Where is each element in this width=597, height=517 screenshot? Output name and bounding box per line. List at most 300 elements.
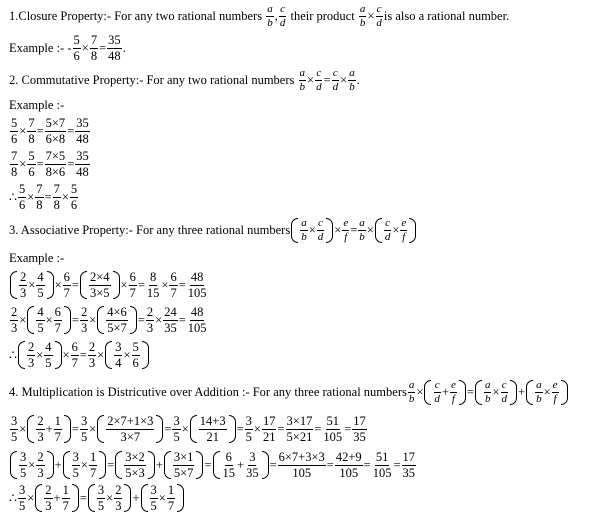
fraction: [10, 150, 18, 178]
fraction: [359, 4, 367, 29]
fraction-denominator: 3×7: [120, 429, 141, 444]
fraction-numerator: 3×17: [286, 414, 313, 428]
operator-sign: =: [236, 421, 244, 436]
fraction: [18, 183, 26, 211]
left-paren: [526, 380, 533, 405]
fraction: [262, 415, 277, 443]
fraction-denominator: 6: [70, 197, 78, 212]
fraction-denominator: 6: [132, 355, 139, 370]
fraction: [63, 271, 71, 299]
fraction-numerator: 3: [150, 483, 157, 497]
operator-sign: ×: [161, 277, 169, 292]
operator-sign: +: [155, 457, 163, 472]
right-paren: [64, 306, 71, 334]
fraction-numerator: 5: [11, 116, 18, 130]
operator-sign: +: [45, 421, 53, 436]
fraction: [317, 218, 325, 243]
operator-sign: ×: [158, 490, 166, 505]
fraction-denominator: 3: [20, 285, 27, 300]
fraction: [358, 218, 366, 243]
fraction-numerator: 5×7: [45, 116, 66, 130]
fraction-denominator: 5: [245, 429, 252, 444]
distributive-row-2: [9, 451, 417, 479]
left-paren: [291, 218, 298, 243]
operator-sign: ×: [89, 312, 97, 327]
fraction: [44, 484, 52, 512]
fraction-denominator: b: [349, 81, 355, 93]
fraction: [75, 117, 90, 145]
operator-sign: =: [71, 421, 79, 436]
right-paren: [229, 415, 236, 443]
operator-sign: =: [99, 40, 107, 55]
fraction-denominator: 105: [339, 465, 359, 480]
operator-sign: =: [204, 457, 212, 472]
fraction-numerator: c: [376, 3, 382, 15]
fraction-denominator: d: [332, 81, 339, 93]
fraction: [73, 34, 81, 62]
operator-sign: ×: [97, 347, 105, 362]
fraction-denominator: 3: [37, 429, 44, 444]
left-paren: [18, 341, 25, 369]
fraction-numerator: 7: [36, 182, 43, 196]
fraction: [70, 183, 78, 211]
fraction: [484, 380, 492, 405]
fraction-numerator: 3: [18, 483, 26, 497]
left-paren: [213, 451, 220, 479]
fraction: [352, 415, 367, 443]
operator-sign: =: [350, 223, 358, 237]
operator-sign: ×: [27, 490, 35, 505]
fraction-numerator: 17: [262, 414, 276, 428]
left-paren: [35, 484, 42, 512]
heading-text: 4. Multiplication is Districutive over Addition :- For any three rational numbers: [9, 385, 407, 399]
fraction-denominator: 5×21: [286, 429, 313, 444]
fraction-numerator: 42+9: [335, 450, 362, 464]
fraction-numerator: 3: [97, 483, 105, 497]
operator-sign: ×: [340, 73, 348, 87]
fraction: [146, 306, 154, 334]
fraction: [10, 415, 18, 443]
commutative-heading: [9, 68, 360, 93]
operator-sign: ×: [89, 421, 97, 436]
operator-sign: ×: [80, 457, 88, 472]
operator-sign: =: [71, 277, 79, 292]
operator-sign: ×: [155, 312, 163, 327]
fraction: [36, 451, 44, 479]
fraction-denominator: 35: [402, 465, 416, 480]
commutative-conclusion: [9, 183, 79, 211]
right-paren: [148, 451, 155, 479]
fraction: [245, 415, 253, 443]
left-paren: [80, 271, 87, 299]
fraction-numerator: a: [299, 67, 305, 79]
fraction-numerator: 14+3: [199, 414, 226, 428]
right-paren: [459, 380, 466, 405]
operator-sign: +: [54, 457, 62, 472]
fraction-denominator: 105: [372, 465, 392, 480]
left-paren: [164, 451, 171, 479]
fraction-numerator: a: [267, 3, 273, 15]
distributive-row-1: [9, 415, 368, 443]
parenthesized-group: [62, 451, 108, 479]
operator-sign: =: [79, 347, 87, 362]
parenthesized-group: [9, 271, 55, 299]
fraction-numerator: 2: [20, 270, 27, 284]
operator-sign: =: [466, 385, 474, 399]
fraction: [27, 117, 35, 145]
operator-sign: ×: [106, 490, 114, 505]
operator-sign: ×: [36, 347, 44, 362]
parenthesized-group: [290, 218, 334, 243]
operator-sign: ×: [120, 277, 128, 292]
fraction-numerator: 6: [63, 270, 70, 284]
closure-example: [9, 34, 126, 62]
operator-sign: =: [137, 277, 145, 292]
fraction: [10, 117, 18, 145]
associative-row-1: [9, 271, 209, 299]
fraction-denominator: 3: [80, 320, 88, 335]
fraction-denominator: b: [484, 393, 491, 405]
operator-sign: =: [326, 457, 334, 472]
fraction: [44, 341, 52, 369]
fraction-denominator: 6: [73, 48, 80, 63]
operator-sign: ×: [367, 9, 375, 23]
fraction: [89, 451, 97, 479]
fraction-denominator: 5×3: [125, 465, 145, 480]
fraction-numerator: 35: [76, 149, 89, 163]
fraction-denominator: 5: [37, 320, 44, 335]
right-paren: [510, 380, 517, 405]
fraction: [279, 4, 287, 29]
operator-sign: ×: [28, 277, 36, 292]
left-paren: [475, 380, 482, 405]
fraction: [36, 306, 44, 334]
operator-sign: ×: [253, 421, 261, 436]
operator-sign: =: [363, 457, 371, 472]
parenthesized-group: [525, 380, 568, 405]
heading-text: Example :-: [9, 251, 65, 265]
fraction: [36, 415, 44, 443]
operator-sign: ×: [307, 73, 315, 87]
commutative-row-2: [9, 150, 91, 178]
fraction-denominator: 7: [167, 498, 175, 513]
fraction: [114, 341, 122, 369]
parenthesized-group: [423, 380, 466, 405]
operator-sign: =: [269, 457, 277, 472]
fraction-numerator: 5: [73, 33, 80, 47]
operator-sign: ×: [45, 312, 53, 327]
operator-sign: ×: [123, 347, 131, 362]
fraction-denominator: 5: [80, 429, 88, 444]
fraction-numerator: 6×7+3×3: [278, 450, 325, 464]
right-paren: [64, 415, 71, 443]
fraction: [90, 34, 98, 62]
fraction-denominator: 35: [353, 429, 366, 444]
fraction-denominator: 5×7: [173, 465, 194, 480]
fraction: [114, 484, 122, 512]
fraction-numerator: 1: [167, 483, 175, 497]
operator-sign: ∴: [9, 190, 17, 204]
fraction-denominator: 7: [89, 465, 97, 480]
fraction-denominator: 6×8: [45, 131, 66, 146]
right-paren: [47, 271, 54, 299]
fraction: [75, 150, 90, 178]
text: [294, 73, 297, 88]
fraction-denominator: 21: [262, 429, 276, 444]
fraction-numerator: 1: [89, 450, 97, 464]
fraction-numerator: 4: [37, 305, 44, 319]
fraction: [384, 218, 392, 243]
fraction: [45, 150, 67, 178]
fraction-numerator: 3: [72, 450, 79, 464]
fraction-numerator: a: [408, 379, 415, 391]
fraction-denominator: 105: [323, 429, 343, 444]
fraction-denominator: 7: [62, 498, 69, 513]
fraction-numerator: 48: [190, 305, 204, 319]
fraction-numerator: 8: [150, 270, 157, 284]
parenthesized-group: [17, 341, 63, 369]
fraction: [335, 451, 363, 479]
fraction: [266, 4, 274, 29]
operator-sign: =: [36, 123, 44, 138]
left-paren: [190, 415, 197, 443]
fraction-denominator: b: [408, 393, 415, 405]
fraction-numerator: a: [359, 217, 365, 229]
fraction-numerator: a: [301, 217, 307, 229]
fraction-numerator: 3: [20, 450, 27, 464]
fraction-denominator: b: [301, 231, 307, 243]
fraction-denominator: 7: [170, 285, 177, 300]
fraction-denominator: 48: [76, 131, 89, 146]
fraction-denominator: 5: [72, 465, 79, 480]
operator-sign: +: [441, 385, 449, 399]
fraction: [286, 415, 314, 443]
fraction-numerator: 5: [28, 149, 35, 163]
heading-text: 1.Closure Property:- For any two rational numbers: [9, 9, 263, 23]
fraction-numerator: 5: [70, 182, 78, 196]
operator-sign: =: [71, 312, 79, 327]
fraction-numerator: 2: [27, 340, 35, 354]
left-paren: [141, 484, 148, 512]
operator-sign: ×: [492, 385, 500, 399]
fraction: [173, 451, 195, 479]
fraction-denominator: d: [317, 231, 324, 243]
operator-sign: =: [277, 421, 285, 436]
fraction-denominator: 105: [292, 465, 312, 480]
fraction-denominator: 8: [11, 164, 18, 179]
fraction-numerator: 6: [129, 270, 136, 284]
fraction-numerator: 7: [53, 182, 60, 196]
operator-sign: ×: [416, 385, 424, 399]
text: ,: [274, 9, 278, 23]
operator-sign: =: [393, 457, 401, 472]
fraction-numerator: 3: [245, 414, 252, 428]
fraction: [348, 68, 356, 93]
fraction: [150, 484, 158, 512]
left-paren: [424, 380, 431, 405]
text: [262, 9, 265, 24]
fraction-numerator: 3×2: [125, 450, 145, 464]
fraction: [107, 34, 122, 62]
right-paren: [47, 451, 54, 479]
right-paren: [55, 341, 62, 369]
parenthesized-group: [79, 271, 121, 299]
fraction-denominator: d: [384, 231, 391, 243]
fraction-numerator: e: [450, 379, 456, 391]
fraction-denominator: 5: [11, 429, 18, 444]
parenthesized-group: [374, 218, 417, 243]
fraction: [172, 415, 180, 443]
fraction-numerator: 6: [225, 450, 232, 464]
fraction: [132, 341, 140, 369]
fraction-denominator: 105: [187, 285, 207, 300]
fraction: [167, 484, 175, 512]
parenthesized-group: [87, 484, 133, 512]
fraction-denominator: 3: [45, 498, 52, 513]
operator-sign: =: [178, 277, 186, 292]
fraction-denominator: f: [451, 393, 455, 405]
fraction-denominator: 3×5: [89, 285, 110, 300]
fraction: [36, 271, 44, 299]
fraction-denominator: 105: [187, 320, 207, 335]
fraction-numerator: 17: [402, 450, 416, 464]
fraction: [19, 271, 27, 299]
operator-sign: ×: [54, 277, 62, 292]
heading-text: Example :-: [9, 40, 65, 55]
operator-sign: ∴: [9, 491, 17, 505]
operator-sign: ×: [308, 223, 316, 237]
right-paren: [156, 415, 163, 443]
operator-sign: ×: [28, 457, 36, 472]
parenthesized-group: [104, 341, 150, 369]
fraction: [372, 451, 393, 479]
heading-text: 2. Commutative Property:- For any two rational numbers: [9, 73, 295, 87]
operator-sign: ∴: [9, 348, 17, 362]
operator-sign: ×: [19, 123, 27, 138]
fraction-denominator: f: [402, 231, 406, 243]
fraction-numerator: 7×5: [45, 149, 66, 163]
fraction: [53, 183, 61, 211]
fraction-denominator: b: [267, 17, 273, 29]
fraction-denominator: d: [501, 393, 507, 405]
fraction-numerator: 3: [80, 414, 88, 428]
fraction: [62, 484, 70, 512]
fraction-numerator: 7: [90, 33, 98, 47]
left-paren: [10, 271, 17, 299]
operator-sign: +: [518, 385, 526, 399]
operator-sign: =: [344, 421, 352, 436]
fraction: [187, 271, 208, 299]
left-paren: [27, 415, 34, 443]
text: .: [122, 40, 126, 55]
fraction-numerator: 2: [45, 483, 52, 497]
fraction: [501, 380, 509, 405]
operator-sign: ×: [19, 421, 27, 436]
fraction-denominator: 15: [222, 465, 235, 480]
fraction: [433, 380, 441, 405]
fraction-numerator: 3: [11, 414, 18, 428]
fraction: [375, 4, 383, 29]
fraction-denominator: 7: [71, 355, 78, 370]
fraction-denominator: 48: [76, 164, 89, 179]
text: .: [356, 73, 360, 87]
fraction: [89, 271, 111, 299]
fraction-numerator: 17: [353, 414, 366, 428]
fraction-numerator: 4: [37, 270, 44, 284]
fraction-denominator: b: [536, 393, 542, 405]
fraction-denominator: 6: [28, 164, 35, 179]
left-paren: [63, 451, 70, 479]
fraction-numerator: 2×4: [89, 270, 110, 284]
parenthesized-group: [9, 451, 55, 479]
fraction-numerator: 7: [28, 116, 35, 130]
right-paren: [196, 451, 203, 479]
fraction: [400, 218, 407, 243]
operator-sign: ×: [81, 40, 89, 55]
right-paren: [177, 484, 184, 512]
fraction-numerator: c: [332, 67, 338, 79]
left-paren: [10, 451, 17, 479]
parenthesized-group: [114, 451, 156, 479]
operator-sign: =: [79, 490, 87, 505]
fraction-denominator: d: [434, 393, 440, 405]
fraction-denominator: f: [553, 393, 557, 405]
heading-text: their product: [290, 9, 355, 23]
fraction: [54, 306, 62, 334]
parenthesized-group: [96, 415, 164, 443]
operator-sign: =: [314, 421, 322, 436]
operator-sign: =: [178, 312, 186, 327]
operator-sign: -: [67, 40, 72, 55]
closure-heading: [9, 4, 509, 29]
fraction-denominator: 3: [115, 498, 122, 513]
operator-sign: =: [137, 312, 145, 327]
fraction-numerator: 4: [45, 340, 52, 354]
fraction-denominator: 48: [108, 48, 121, 63]
fraction-numerator: 2: [146, 305, 154, 319]
parenthesized-group: [96, 306, 138, 334]
associative-row-2: [9, 306, 209, 334]
fraction: [80, 306, 88, 334]
fraction-denominator: 7: [63, 285, 70, 300]
fraction-denominator: 5: [20, 465, 27, 480]
fraction-denominator: d: [279, 17, 286, 29]
fraction-numerator: 48: [190, 270, 204, 284]
operator-sign: ×: [334, 223, 342, 237]
left-paren: [27, 306, 34, 334]
fraction-denominator: b: [359, 17, 366, 29]
distributive-heading: [9, 380, 569, 405]
operator-sign: +: [237, 457, 245, 472]
fraction-numerator: c: [434, 379, 440, 391]
fraction-numerator: 3×1: [173, 450, 194, 464]
heading-text: Example :-: [9, 98, 65, 112]
right-paren: [326, 218, 333, 243]
fraction-numerator: c: [501, 379, 507, 391]
fraction-numerator: 5: [18, 182, 26, 196]
fraction-denominator: 6: [11, 131, 18, 146]
fraction: [71, 341, 79, 369]
operator-sign: =: [323, 73, 331, 87]
fraction-denominator: 5: [173, 429, 180, 444]
fraction: [18, 484, 26, 512]
commutative-example-label: [9, 98, 64, 113]
fraction-denominator: b: [359, 231, 365, 243]
fraction: [146, 271, 161, 299]
fraction: [19, 451, 27, 479]
left-paren: [97, 415, 104, 443]
fraction: [199, 415, 227, 443]
